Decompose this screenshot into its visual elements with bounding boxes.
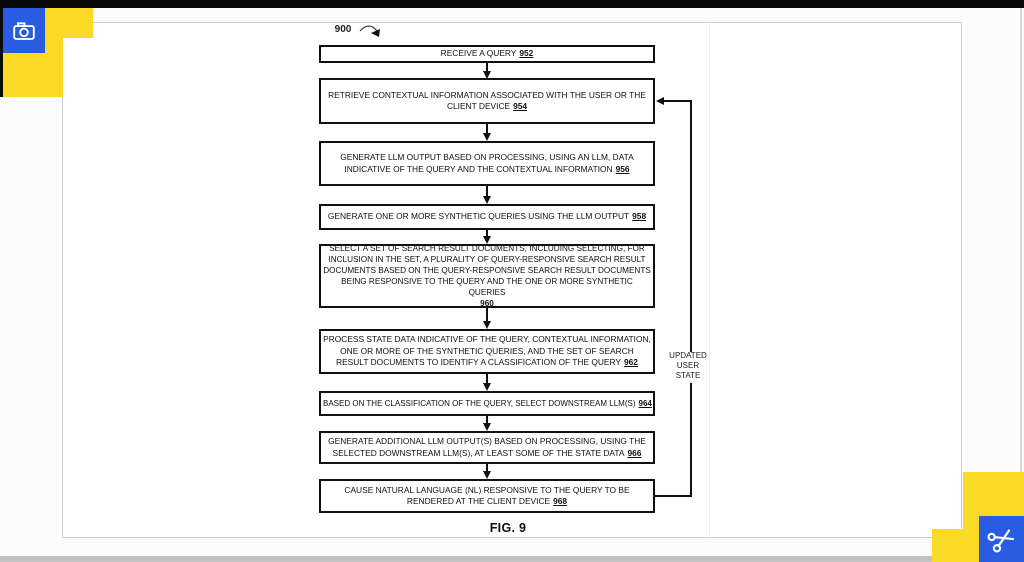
step-text: BASED ON THE CLASSIFICATION OF THE QUERY, SELECT DOWNSTREAM LLM(S) [323,398,636,408]
bottom-edge-strip [0,556,1024,562]
step-ref: 952 [519,48,534,59]
step-text: GENERATE ADDITIONAL LLM OUTPUT(S) BASED ON PROCESSING, USING THE SELECTED DOWNSTREAM LLM(S), AT LEAST SOME OF THE STATE DATA [328,436,646,458]
step-ref: 962 [623,357,638,368]
step-ref: 966 [627,447,642,458]
figure-number-label: 900 [334,24,352,35]
flow-box-954 [319,78,655,124]
corner-accent-bottom-right-2 [932,529,963,562]
figure-caption: FIG. 9 [489,521,527,535]
scissors-icon [987,524,1017,554]
screenshot-camera-button[interactable] [3,8,45,53]
flow-box-968 [319,479,655,513]
step-ref: 960 [480,299,494,308]
step-text: GENERATE ONE OR MORE SYNTHETIC QUERIES USING THE LLM OUTPUT [327,211,630,222]
loop-label: UPDATED USER STATE [669,351,707,380]
top-edge-bar [0,0,1024,8]
flow-box-962 [319,329,655,374]
flow-box-964 [319,391,655,416]
flow-box-956 [319,141,655,186]
step-ref: 958 [632,211,647,222]
right-edge-line [1020,8,1022,472]
flow-box-966 [319,431,655,464]
step-text: PROCESS STATE DATA INDICATIVE OF THE QUERY, CONTEXTUAL INFORMATION, ONE OR MORE OF THE SYNTHETIC QUERIES, AND THE SET OF SEARCH RESULT DOCUMENTS TO IDENTIFY A CLASSIFICATION OF THE QUERY [323,334,651,368]
flow-box-958 [319,204,655,230]
step-ref: 964 [638,398,652,408]
figure-pointer-arrow [360,26,380,37]
step-text: GENERATE LLM OUTPUT BASED ON PROCESSING, USING AN LLM, DATA INDICATIVE OF THE QUERY AND THE CONTEXTUAL INFORMATION [340,152,634,174]
left-edge-bar [0,0,3,97]
step-ref: 968 [553,496,568,506]
step-text: RECEIVE A QUERY [440,48,517,59]
document-page [62,22,962,538]
flow-box-960 [319,244,655,308]
snip-scissors-button[interactable] [979,516,1024,562]
camera-icon [10,17,38,45]
flow-box-952 [319,45,655,63]
step-text: RETRIEVE CONTEXTUAL INFORMATION ASSOCIATED WITH THE USER OR THE CLIENT DEVICE [328,89,646,111]
step-ref: 956 [615,163,630,174]
step-text: CAUSE NATURAL LANGUAGE (NL) RESPONSIVE TO THE QUERY TO BE RENDERED AT THE CLIENT DEVICE [344,484,630,506]
step-text: SELECT A SET OF SEARCH RESULT DOCUMENTS, INCLUDING SELECTING, FOR INCLUSION IN THE SET, A PLURALITY OF QUERY-RESPONSIVE SEARCH RESULT DOCUMENTS BASED ON THE QUERY-RESPONSIVE SEARCH RESULT DOCUMENTS BEING RESPONSIVE TO THE QUERY AND THE ONE OR MORE SYNTHETIC QUERIES [323,244,651,297]
step-ref: 954 [513,101,528,111]
